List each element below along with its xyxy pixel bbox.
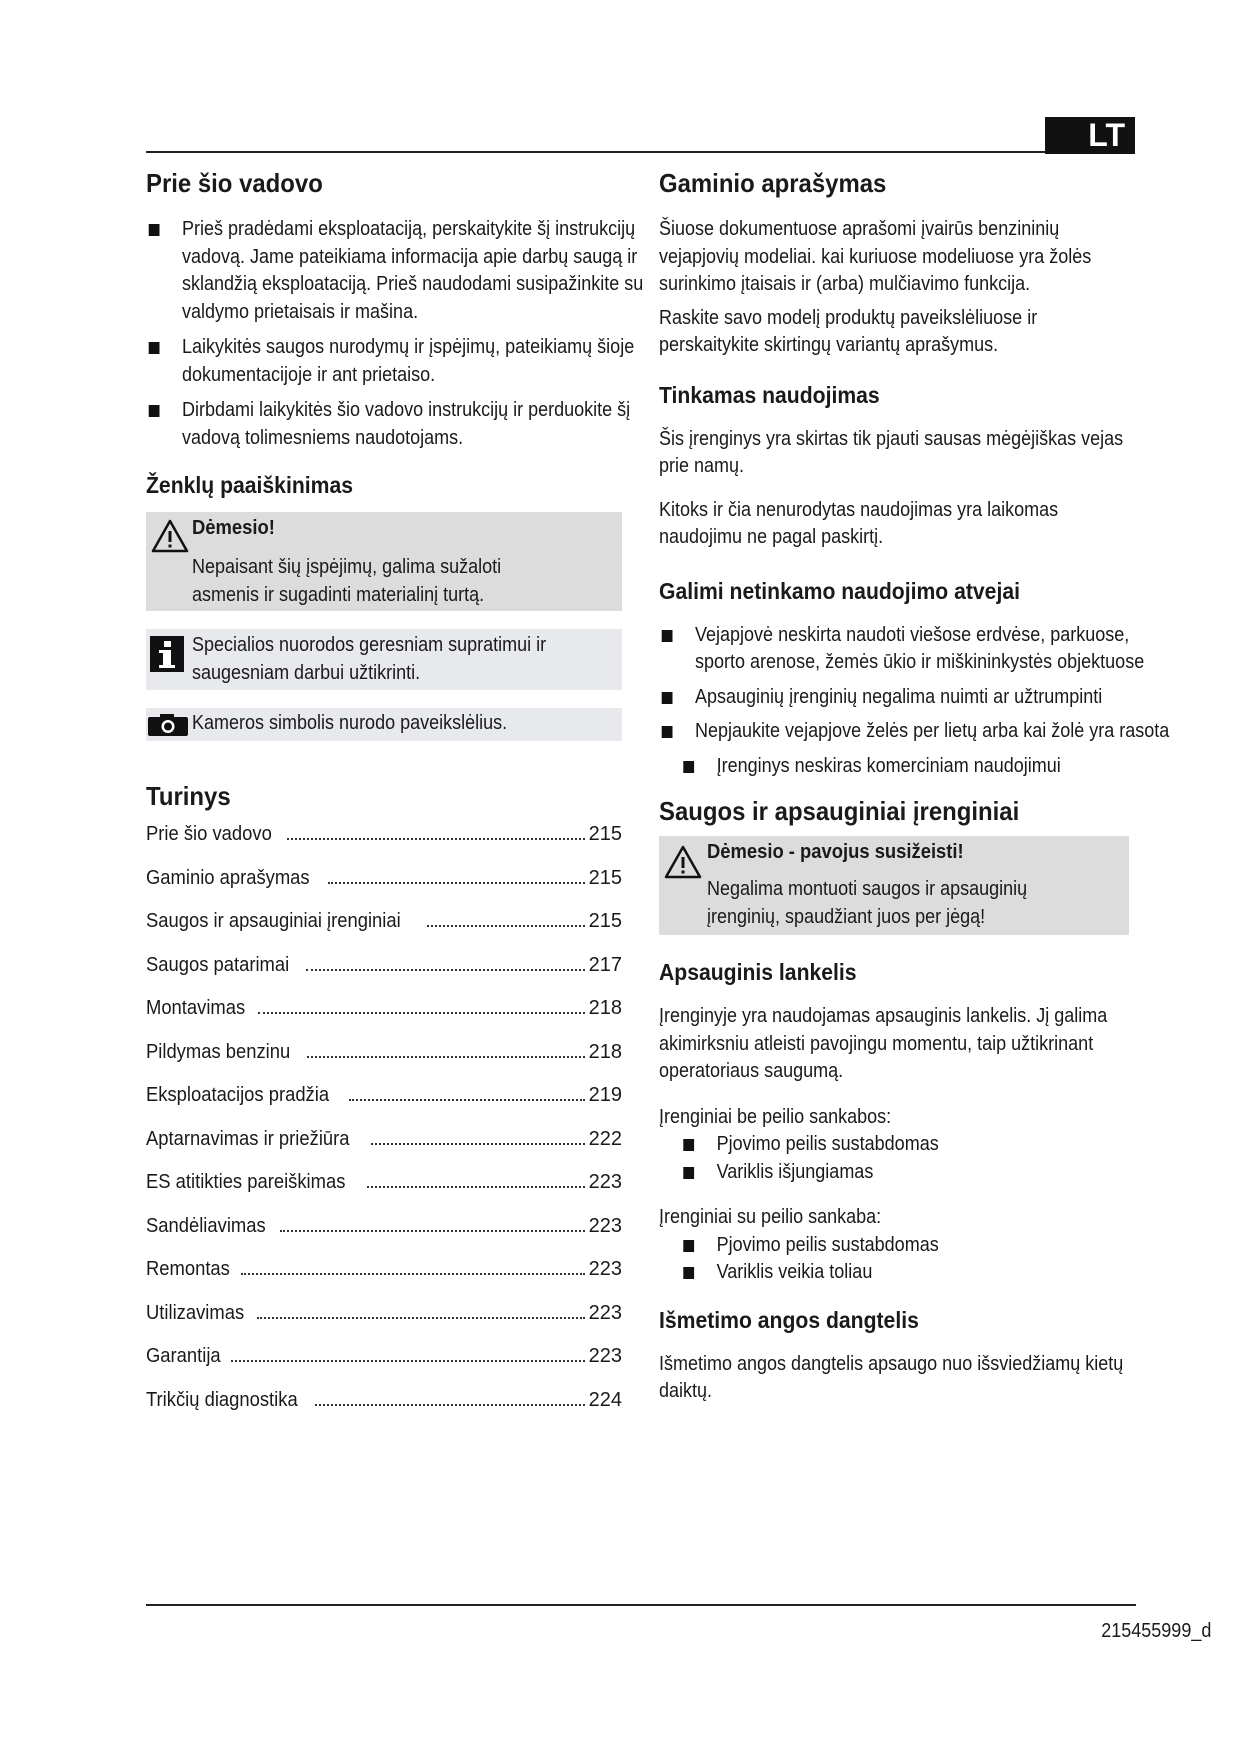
toc-row[interactable] [146,1256,622,1300]
toc-label: Remontas [146,1258,230,1280]
footer-rule [146,1604,1136,1606]
toc-row[interactable] [146,1213,622,1257]
toc-page: 224 [588,1388,622,1411]
toc-page: 223 [588,1301,622,1324]
language-tab: LT [1045,117,1135,154]
no-clutch-label: Įrenginiai be peilio sankabos: [659,1105,892,1128]
toc-row[interactable] [146,821,622,865]
toc-row[interactable] [146,995,622,1039]
misuse-sublist [659,753,1139,781]
toc-page: 222 [588,1127,622,1150]
toc-leader [231,1360,584,1362]
toc-leader [315,1404,585,1406]
product-title: Gaminio aprašymas [659,168,887,198]
misuse-list [659,622,1170,746]
info-box [146,629,622,690]
danger-title: Dėmesio - pavojus susižeisti! [707,841,964,863]
toc-row[interactable] [146,1169,622,1213]
toc-label: Eksploatacijos pradžia [146,1084,330,1106]
safety-title: Saugos ir apsauginiai įrenginiai [659,796,1020,826]
toc-label: Prie šio vadovo [146,823,272,845]
warning-icon [151,519,189,553]
toc-page: 218 [588,997,622,1019]
no-clutch-list [659,1131,1139,1186]
toc-page: 215 [588,910,622,932]
list-item: Dirbdami laikykitės šio vadovo instrukcijų ir perduokite šį vadovą tolimesniems naudotojams. [146,397,658,452]
danger-text: Negalima montuoti saugos ir apsauginių įrenginių, spaudžiant juos per jėgą! [707,878,1028,928]
bail-title: Apsauginis lankelis [659,959,857,985]
toc-page: 215 [588,823,622,845]
toc-page: 223 [588,1345,622,1367]
camera-icon [148,714,188,736]
toc-title: Turinys [146,781,231,811]
clutch-label: Įrenginiai su peilio sankaba: [659,1206,882,1228]
toc-leader [306,969,585,971]
use-title: Tinkamas naudojimas [659,381,880,408]
toc-leader [328,882,585,884]
toc-leader [367,1186,585,1188]
list-item: Įrenginys neskiras komerciniam naudojimui [659,753,1196,781]
toc-label: Saugos patarimai [146,953,290,976]
list-item: Apsauginių įrenginių negalima nuimti ar užtrumpinti [659,684,1175,712]
toc-leader [371,1143,584,1145]
symbols-title: Ženklų paaiškinimas [146,472,353,498]
toc-leader [280,1230,585,1232]
toc-page: 215 [588,866,622,889]
use-paragraph: Šis įrenginys yra skirtas tik pjauti sausas mėgėjiškas vejas prie namų. [659,427,1124,477]
toc-page: 223 [588,1171,622,1193]
toc-label: ES atitikties pareiškimas [146,1171,346,1193]
camera-box [146,708,622,741]
bail-paragraph: Įrenginyje yra naudojamas apsauginis lankelis. Jį galima akimirksniu atleisti pavojingu momentu, taip užtikrinant operatoriaus saugumą. [659,1005,1108,1082]
about-list [146,216,644,452]
warning-icon [664,845,702,879]
toc-row[interactable] [146,908,622,952]
toc-leader [241,1273,584,1275]
list-item: Laikykitės saugos nurodymų ir įspėjimų, pateikiamų šioje dokumentacijoje ir ant prietaiso. [146,334,658,389]
toc-row[interactable] [146,952,622,996]
toc-label: Garantija [146,1345,221,1367]
list-item: Variklis veikia toliau [659,1259,1196,1287]
list-item: Vejapjovė neskirta naudoti viešose erdvėse, parkuose, sporto arenose, žemės ūkio ir miškininkystės objektuose [659,622,1175,677]
right-column [659,166,1170,1406]
toc-leader [427,925,585,927]
toc-page: 217 [588,953,622,976]
table-of-contents [146,821,622,1430]
toc-label: Montavimas [146,997,246,1019]
toc-label: Utilizavimas [146,1301,245,1324]
left-column [146,166,644,1430]
warning-title: Dėmesio! [192,517,275,539]
toc-row[interactable] [146,1039,622,1083]
toc-row[interactable] [146,1300,622,1344]
toc-label: Pildymas benzinu [146,1040,291,1063]
toc-page: 223 [588,1258,622,1280]
document-code: 215455999_d [1100,1620,1211,1642]
use-paragraph: Kitoks ir čia nenurodytas naudojimas yra laikomas naudojimu ne pagal paskirtį. [659,498,1059,548]
toc-leader [258,1012,585,1014]
list-item: Pjovimo peilis sustabdomas [659,1131,1196,1159]
toc-row[interactable] [146,1343,622,1387]
warning-text: Nepaisant šių įspėjimų, galima sužaloti asmenis ir sugadinti materialinį turtą. [192,556,502,606]
misuse-title: Galimi netinkamo naudojimo atvejai [659,577,1020,604]
list-item: Variklis išjungiamas [659,1159,1196,1187]
toc-leader [349,1099,585,1101]
list-item: Pjovimo peilis sustabdomas [659,1232,1196,1260]
toc-page: 218 [588,1040,622,1063]
danger-box [659,836,1129,935]
product-paragraph: Šiuose dokumentuose aprašomi įvairūs benzininių vejapjovių modeliai. kai kuriuose modeliuose yra žolės surinkimo įtaisais ir (arba) mulčiavimo funkcija. [659,218,1092,295]
toc-row[interactable] [146,1126,622,1170]
toc-label: Saugos ir apsauginiai įrenginiai [146,910,401,932]
toc-page: 219 [588,1084,622,1106]
toc-label: Gaminio aprašymas [146,866,310,889]
toc-row[interactable] [146,1082,622,1126]
toc-row[interactable] [146,865,622,909]
toc-label: Trikčių diagnostika [146,1388,298,1411]
chute-paragraph: Išmetimo angos dangtelis apsaugo nuo išsviedžiamų kietų daiktų. [659,1352,1124,1402]
toc-leader [287,838,585,840]
toc-label: Aptarnavimas ir priežiūra [146,1127,350,1150]
toc-leader [257,1317,585,1319]
warning-box [146,512,622,611]
toc-row[interactable] [146,1387,622,1431]
list-item: Nepjaukite vejapjove želės per lietų arba kai žolė yra rasota [659,718,1175,746]
info-text: Specialios nuorodos geresniam supratimui ir saugesniam darbui užtikrinti. [192,634,547,684]
info-icon [150,636,184,672]
list-item: Prieš pradėdami eksploataciją, perskaitykite šį instrukcijų vadovą. Jame pateikiama informacija apie darbų saugą ir sklandžią eksploataciją. Prieš naudodami susipažinkite su valdymo prietaisais ir mašina. [146,216,658,326]
clutch-list [659,1232,1139,1287]
chute-title: Išmetimo angos dangtelis [659,1306,919,1333]
header-rule [146,151,1046,153]
about-title: Prie šio vadovo [146,168,323,198]
toc-leader [307,1056,585,1058]
toc-label: Sandėliavimas [146,1214,266,1237]
toc-page: 223 [588,1214,622,1237]
product-paragraph: Raskite savo modelį produktų paveikslėliuose ir perskaitykite skirtingų variantų aprašymus. [659,306,1038,356]
camera-text: Kameros simbolis nurodo paveikslėlius. [192,712,508,734]
